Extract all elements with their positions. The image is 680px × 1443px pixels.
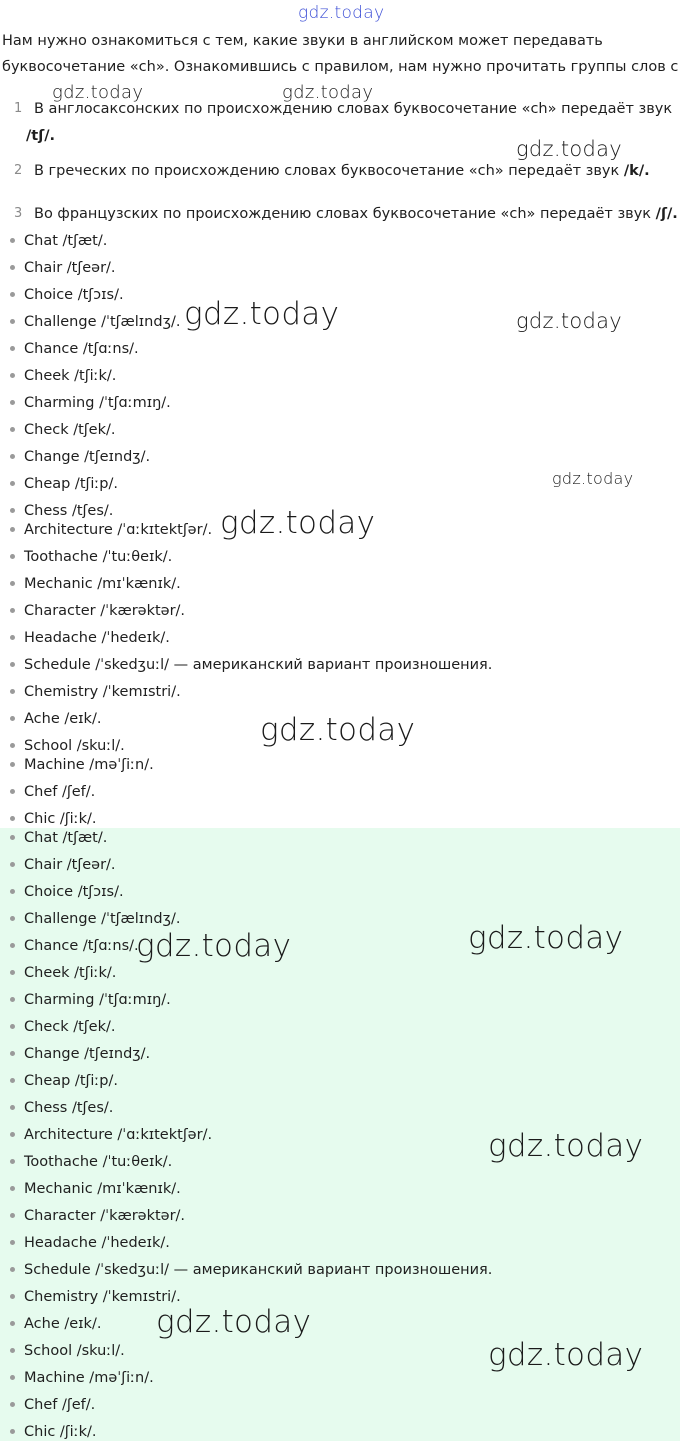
word-text: Challenge /ˈtʃælɪndʒ/. [24,911,181,927]
bullet-icon [10,1294,15,1299]
word-text: Cheek /tʃiːk/. [24,965,117,981]
word-text: Mechanic /mɪˈkænɪk/. [24,1181,181,1197]
bullet-icon [10,1159,15,1164]
word-item [10,311,180,333]
watermark: gdz.today [488,1337,644,1373]
word-text: Architecture /ˈɑːkɪtektʃər/. [24,1127,213,1143]
bullet-icon [10,835,15,840]
word-text: Change /tʃeɪndʒ/. [24,1046,151,1062]
word-text: Chic /ʃiːk/. [24,1424,97,1440]
word-text: Character /ˈkærəktər/. [24,603,186,619]
watermark: gdz.today [516,309,623,333]
rule-sound: /ʃ/. [655,206,678,222]
bullet-icon [10,1267,15,1272]
word-text: Choice /tʃɔɪs/. [24,884,124,900]
word-text: Chance /tʃɑːns/. [24,938,139,954]
intro-paragraph [0,28,680,88]
word-item [10,573,181,595]
word-item [10,654,492,676]
word-text: Check /tʃek/. [24,422,116,438]
word-text: Chemistry /ˈkemɪstri/. [24,1289,181,1305]
bullet-icon [10,400,15,405]
word-item [10,257,116,279]
word-text: Chess /tʃes/. [24,503,114,519]
bullet-icon [10,816,15,821]
bullet-icon [10,762,15,767]
bullet-icon [10,1429,15,1434]
word-text: Chef /ʃef/. [24,1397,96,1413]
word-item [10,1043,150,1065]
word-item [10,989,171,1011]
watermark: gdz.today [488,1128,644,1164]
word-text: Choice /tʃɔɪs/. [24,287,124,303]
word-text: Cheap /tʃiːp/. [24,1073,118,1089]
word-text: Toothache /ˈtuːθeɪk/. [24,549,173,565]
bullet-icon [10,238,15,243]
word-text: Charming /ˈtʃɑːmɪŋ/. [24,992,171,1008]
watermark: gdz.today [552,469,634,488]
watermark: gdz.today [298,3,385,23]
word-item [10,1124,212,1146]
word-text: Toothache /ˈtuːθeɪk/. [24,1154,173,1170]
bullet-icon [10,662,15,667]
word-text: Chair /tʃeər/. [24,857,116,873]
word-item [10,1232,170,1254]
word-item [10,1151,172,1173]
rule-sound: /k/. [623,163,650,179]
watermark: gdz.today [52,82,144,103]
word-item [10,1178,181,1200]
word-item [10,708,101,730]
bullet-icon [10,689,15,694]
rule-text-wrap [2,98,678,120]
word-text: Architecture /ˈɑːkɪtektʃər/. [24,522,213,538]
watermark: gdz.today [220,505,376,541]
bullet-icon [10,265,15,270]
word-text: Change /tʃeɪndʒ/. [24,449,151,465]
bullet-icon [10,1321,15,1326]
word-item [10,1367,154,1389]
bullet-icon [10,1402,15,1407]
bullet-icon [10,581,15,586]
bullet-icon [10,743,15,748]
word-item [10,1016,115,1038]
rule-text: В англосаксонских по происхождению словах буквосочетание «ch» передаёт звук [34,101,673,117]
word-text: Chat /tʃæt/. [24,830,108,846]
word-text: Cheek /tʃiːk/. [24,368,117,384]
rule-text: Во французских по происхождению словах буквосочетание «ch» передаёт звук [34,206,652,222]
word-item [10,627,170,649]
word-text: Headache /ˈhedeɪk/. [24,1235,170,1251]
word-text: Chic /ʃiːk/. [24,811,97,827]
rule-sound: /tʃ/. [26,128,56,144]
bullet-icon [10,916,15,921]
word-item [10,546,172,568]
word-text: Chair /tʃeər/. [24,260,116,276]
word-text: Check /tʃek/. [24,1019,116,1035]
word-item [10,365,116,387]
bullet-icon [10,554,15,559]
watermark: gdz.today [468,920,624,956]
word-item [10,519,212,541]
word-item [10,962,116,984]
word-item [10,1097,113,1119]
word-text: Chef /ʃef/. [24,784,96,800]
word-text: Headache /ˈhedeɪk/. [24,630,170,646]
bullet-icon [10,319,15,324]
rule-number: 1 [14,101,23,116]
word-text: Machine /məˈʃiːn/. [24,757,154,773]
word-text: Chance /tʃɑːns/. [24,341,139,357]
bullet-icon [10,454,15,459]
word-item [10,600,185,622]
bullet-icon [10,427,15,432]
watermark: gdz.today [516,137,623,161]
word-item [10,1421,97,1443]
watermark: gdz.today [260,712,416,748]
bullet-icon [10,508,15,513]
bullet-icon [10,970,15,975]
bullet-icon [10,527,15,532]
word-item [10,392,171,414]
rule-text: В греческих по происхождению словах буквосочетание «ch» передаёт звук [34,163,620,179]
word-text: School /skuːl/. [24,1343,125,1359]
rule-item [2,160,678,184]
rule-item [2,203,678,227]
bullet-icon [10,862,15,867]
word-item [10,1394,95,1416]
word-item [10,854,116,876]
word-item [10,681,181,703]
word-text: Schedule /ˈskedʒuːl/ — американский вариант произношения. [24,1262,493,1278]
bullet-icon [10,716,15,721]
word-text: Cheap /tʃiːp/. [24,476,118,492]
word-item [10,473,118,495]
rule-text-wrap [34,203,678,225]
bullet-icon [10,1105,15,1110]
watermark: gdz.today [156,1304,312,1340]
word-text: Chemistry /ˈkemɪstri/. [24,684,181,700]
word-text: Chat /tʃæt/. [24,233,108,249]
word-item [10,1205,185,1227]
bullet-icon [10,635,15,640]
word-item [10,446,150,468]
word-item [10,908,180,930]
bullet-icon [10,1078,15,1083]
word-item [10,827,107,849]
bullet-icon [10,1186,15,1191]
word-text: Character /ˈkærəktər/. [24,1208,186,1224]
bullet-icon [10,997,15,1002]
bullet-icon [10,1213,15,1218]
bullet-icon [10,346,15,351]
word-item [10,230,107,252]
intro-line: буквосочетание «ch». Ознакомившись с правилом, нам нужно прочитать группы слов с [2,59,679,75]
word-item [10,284,124,306]
bullet-icon [10,889,15,894]
bullet-icon [10,373,15,378]
word-text: Charming /ˈtʃɑːmɪŋ/. [24,395,171,411]
watermark: gdz.today [282,82,374,103]
watermark: gdz.today [136,928,292,964]
bullet-icon [10,608,15,613]
word-item [10,419,115,441]
bullet-icon [10,1348,15,1353]
word-text: Challenge /ˈtʃælɪndʒ/. [24,314,181,330]
rule-number: 2 [14,163,23,178]
bullet-icon [10,1240,15,1245]
word-text: Ache /eɪk/. [24,1316,102,1332]
watermark: gdz.today [184,296,340,332]
word-text: Schedule /ˈskedʒuːl/ — американский вариант произношения. [24,657,493,673]
bullet-icon [10,1051,15,1056]
word-item [10,781,95,803]
word-text: Chess /tʃes/. [24,1100,114,1116]
word-text: School /skuːl/. [24,738,125,754]
bullet-icon [10,292,15,297]
word-item [10,1340,125,1362]
bullet-icon [10,1024,15,1029]
intro-line: Нам нужно ознакомиться с тем, какие звуки в английском может передавать [2,33,603,49]
word-item [10,1259,492,1281]
word-text: Machine /məˈʃiːn/. [24,1370,154,1386]
bullet-icon [10,789,15,794]
word-item [10,754,154,776]
rule-text-wrap [34,160,678,182]
bullet-icon [10,481,15,486]
word-text: Ache /eɪk/. [24,711,102,727]
bullet-icon [10,943,15,948]
word-text: Mechanic /mɪˈkænɪk/. [24,576,181,592]
bullet-icon [10,1132,15,1137]
rule-number: 3 [14,206,23,221]
word-item [10,1070,118,1092]
word-item [10,935,139,957]
word-item [10,881,124,903]
word-item [10,338,139,360]
word-item [10,1313,101,1335]
bullet-icon [10,1375,15,1380]
